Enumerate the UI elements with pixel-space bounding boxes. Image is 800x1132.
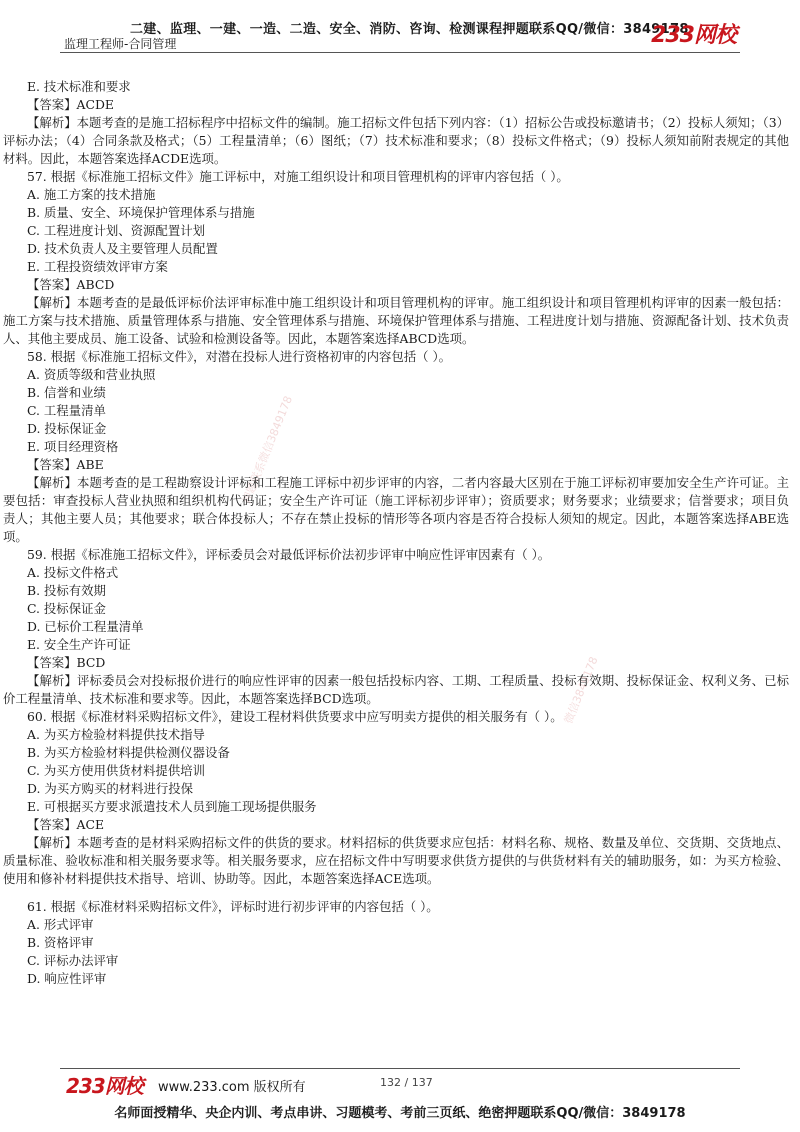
spacer [3, 888, 789, 898]
option-line: A. 投标文件格式 [27, 565, 119, 580]
option-line: D. 响应性评审 [27, 971, 107, 986]
option-line: A. 形式评审 [27, 917, 94, 932]
document-body [3, 78, 789, 988]
option-line: B. 资格评审 [27, 935, 94, 950]
answer-line: 【答案】ABCD [27, 277, 115, 292]
footer-ad-line: 名师面授精华、央企内训、考点串讲、习题模考、考前三页纸、绝密押题联系QQ/微信：3849178 [114, 1106, 686, 1121]
question-stem: 57. 根据《标准施工招标文件》施工评标中，对施工组织设计和项目管理机构的评审内容包括（ ）。 [27, 169, 569, 184]
option-line: E. 可根据买方要求派遣技术人员到施工现场提供服务 [27, 799, 317, 814]
option-line: B. 信誉和业绩 [27, 385, 106, 400]
option-line: B. 质量、安全、环境保护管理体系与措施 [27, 205, 255, 220]
question-stem: 60. 根据《标准材料采购招标文件》，建设工程材料供货要求中应写明卖方提供的相关服务有（ ）。 [27, 709, 563, 724]
header-ad-line: 二建、监理、一建、一造、二造、安全、消防、咨询、检测课程押题联系QQ/微信：3849178 [130, 22, 689, 37]
option-line: E. 安全生产许可证 [27, 637, 131, 652]
header-divider [60, 52, 740, 53]
option-line: C. 投标保证金 [27, 601, 106, 616]
option-line: C. 工程进度计划、资源配置计划 [27, 223, 205, 238]
option-line: D. 已标价工程量清单 [27, 619, 144, 634]
header-course-title: 监理工程师-合同管理 [64, 37, 177, 51]
option-line: A. 施工方案的技术措施 [27, 187, 156, 202]
analysis-paragraph: 【解析】本题考查的是施工招标程序中招标文件的编制。施工招标文件包括下列内容：（1）招标公告或投标邀请书；（2）投标人须知；（3）评标办法；（4）合同条款及格式；（5）工程量清单；（6）图纸；（7）技术标准和要求；（8）投标文件格式；（9）投标人须知前附表规定的其他材料。因此，本题答案选择ACDE选项。 [3, 115, 789, 166]
question-stem: 61. 根据《标准材料采购招标文件》，评标时进行初步评审的内容包括（ ）。 [27, 899, 439, 914]
analysis-paragraph: 【解析】本题考查的是材料采购招标文件的供货的要求。材料招标的供货要求应包括：材料名称、规格、数量及单位、交货期、交货地点、质量标准、验收标准和相关服务要求等。相关服务要求，应在招标文件中写明要求供货方提供的与供货材料有关的辅助服务，如：为买方检验、使用和修补材料提供技术指导、培训、协助等。因此，本题答案选择ACE选项。 [3, 835, 789, 886]
option-line: A. 资质等级和营业执照 [27, 367, 156, 382]
analysis-paragraph: 【解析】本题考查的是最低评标价法评审标准中施工组织设计和项目管理机构的评审。施工组织设计和项目管理机构评审的因素一般包括：施工方案与技术措施、质量管理体系与措施、安全管理体系与措施、环境保护管理体系与措施、工程进度计划与措施、资源配备计划、技术负责人、其他主要成员、施工设备、试验和检测设备等。因此，本题答案选择ABCD选项。 [3, 295, 789, 346]
option-line: A. 为买方检验材料提供技术指导 [27, 727, 205, 742]
option-line: D. 为买方购买的材料进行投保 [27, 781, 194, 796]
watermark: 微信3849178 [561, 654, 601, 726]
brand-logo: 233网校 [651, 23, 736, 48]
option-line: E. 项目经理资格 [27, 439, 119, 454]
option-line: E. 工程投资绩效评审方案 [27, 259, 168, 274]
option-line: C. 工程量清单 [27, 403, 106, 418]
option-line: D. 投标保证金 [27, 421, 107, 436]
question-stem: 59. 根据《标准施工招标文件》，评标委员会对最低评标价法初步评审中响应性评审因素有（ ）。 [27, 547, 551, 562]
answer-line: 【答案】BCD [27, 655, 106, 670]
analysis-paragraph: 【解析】本题考查的是工程勘察设计评标和工程施工评标中初步评审的内容，二者内容最大区别在于施工评标初审要加安全生产许可证。主要包括：审查投标人营业执照和组织机构代码证；安全生产许可证（施工评标初步评审）；资质要求；财务要求；业绩要求；信誉要求；项目负责人；其他主要人员；其他要求；联合体投标人；不存在禁止投标的情形等各项内容是否符合投标人须知的规定。因此，本题答案选择ABE选项。 [3, 475, 789, 544]
page-number: 132 / 137 [380, 1076, 433, 1089]
option-line: D. 技术负责人及主要管理人员配置 [27, 241, 218, 256]
answer-line: 【答案】ABE [27, 457, 104, 472]
footer-logo: 233网校 [66, 1074, 143, 1098]
option-line: C. 为买方使用供货材料提供培训 [27, 763, 205, 778]
option-line: C. 评标办法评审 [27, 953, 119, 968]
option-line: B. 为买方检验材料提供检测仪器设备 [27, 745, 230, 760]
option-line: B. 投标有效期 [27, 583, 106, 598]
question-stem: 58. 根据《标准施工招标文件》，对潜在投标人进行资格初审的内容包括（ ）。 [27, 349, 452, 364]
analysis-paragraph: 【解析】评标委员会对投标报价进行的响应性评审的因素一般包括投标内容、工期、工程质量、投标有效期、投标保证金、权利义务、已标价工程量清单、技术标准和要求等。因此，本题答案选择BCD选项。 [3, 673, 789, 706]
page-header [0, 0, 800, 52]
footer-copyright: www.233.com 版权所有 [158, 1080, 306, 1095]
option-line: E. 技术标准和要求 [27, 79, 131, 94]
answer-line: 【答案】ACDE [27, 97, 114, 112]
footer-divider [60, 1068, 740, 1069]
answer-line: 【答案】ACE [27, 817, 105, 832]
watermark: 押题联系微信3849178 [239, 394, 295, 506]
